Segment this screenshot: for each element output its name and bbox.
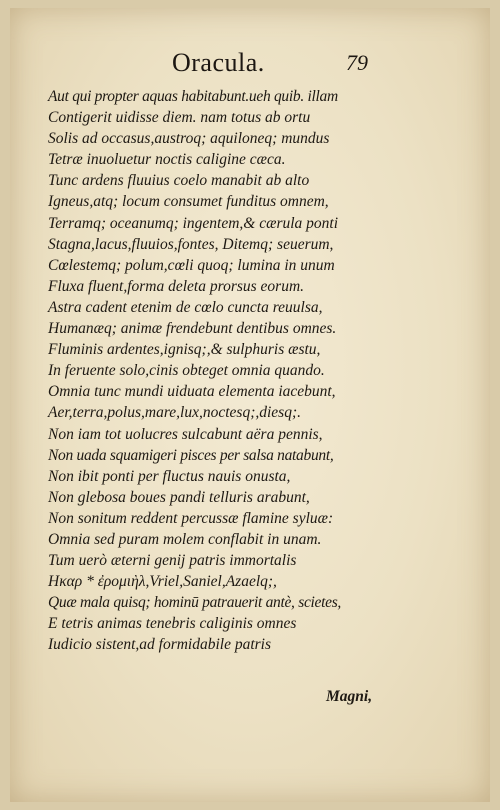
verse-line: Solis ad occasus,austroq; aquiloneq; mundus: [48, 130, 330, 148]
verse-line: Cœlestemq; polum,cœli quoq; lumina in unum: [48, 256, 335, 274]
verse-line: Omnia tunc mundi uiduata elementa iacebunt,: [48, 383, 336, 401]
verse-line: Quæ mala quisq; hominū patrauerit antè, scietes,: [48, 594, 341, 612]
running-head: Oracula.: [172, 48, 265, 77]
verse-line: Aut qui propter aquas habitabunt.ueh quib. illam: [48, 88, 338, 105]
verse-line: Terramq; oceanumq; ingentem,& cærula ponti: [48, 214, 339, 232]
verse-line: Fluxa fluent,forma deleta prorsus eorum.: [48, 277, 305, 295]
verse-line: Ηκαρ * ἐρομιὴλ,Vriel,Saniel,Azaelq;,: [48, 573, 277, 591]
verse-line: In feruente solo,cinis obteget omnia quando.: [48, 362, 325, 380]
verse-line: Iudicio sistent,ad formidabile patris: [48, 636, 272, 654]
verse-line: Non sonitum reddent percussæ flamine syluæ:: [48, 509, 334, 527]
verse-line: Tetræ inuoluetur noctis caligine cæca.: [48, 151, 286, 169]
verse-line: Tum uerò æterni genij patris immortalis: [48, 552, 297, 570]
verse-line: Non uada squamigeri pisces per salsa natabunt,: [48, 446, 334, 464]
verse-line: Non iam tot uolucres sulcabunt aëra pennis,: [48, 425, 323, 443]
verse-line: Non ibit ponti per fluctus nauis onusta,: [48, 467, 291, 485]
verse-line: Non glebosa boues pandi telluris arabunt,: [48, 488, 310, 506]
verse-line: Aer,terra,polus,mare,lux,noctesq;,diesq;.: [48, 404, 301, 422]
catchword: Magni,: [326, 688, 373, 705]
book-page: [10, 8, 490, 802]
page-number: 79: [346, 50, 368, 75]
verse-line: Fluminis ardentes,ignisq;,& sulphuris æstu,: [48, 341, 321, 359]
verse-line: Stagna,lacus,fluuios,fontes, Ditemq; seuerum,: [48, 235, 334, 253]
page-header: [10, 48, 490, 82]
verse-block: [48, 86, 458, 656]
verse-line: Tunc ardens fluuius coelo manabit ab alto: [48, 172, 310, 190]
verse-line: Igneus,atq; locum consumet funditus omnem,: [48, 193, 329, 211]
verse-line: Contigerit uidisse diem. nam totus ab ortu: [48, 109, 311, 127]
verse-line: E tetris animas tenebris caliginis omnes: [48, 615, 297, 633]
verse-line: Humanæq; animæ frendebunt dentibus omnes.: [48, 320, 337, 338]
verse-line: Omnia sed puram molem conflabit in unam.: [48, 530, 322, 548]
verse-line: Astra cadent etenim de cœlo cuncta reuulsa,: [48, 298, 323, 316]
